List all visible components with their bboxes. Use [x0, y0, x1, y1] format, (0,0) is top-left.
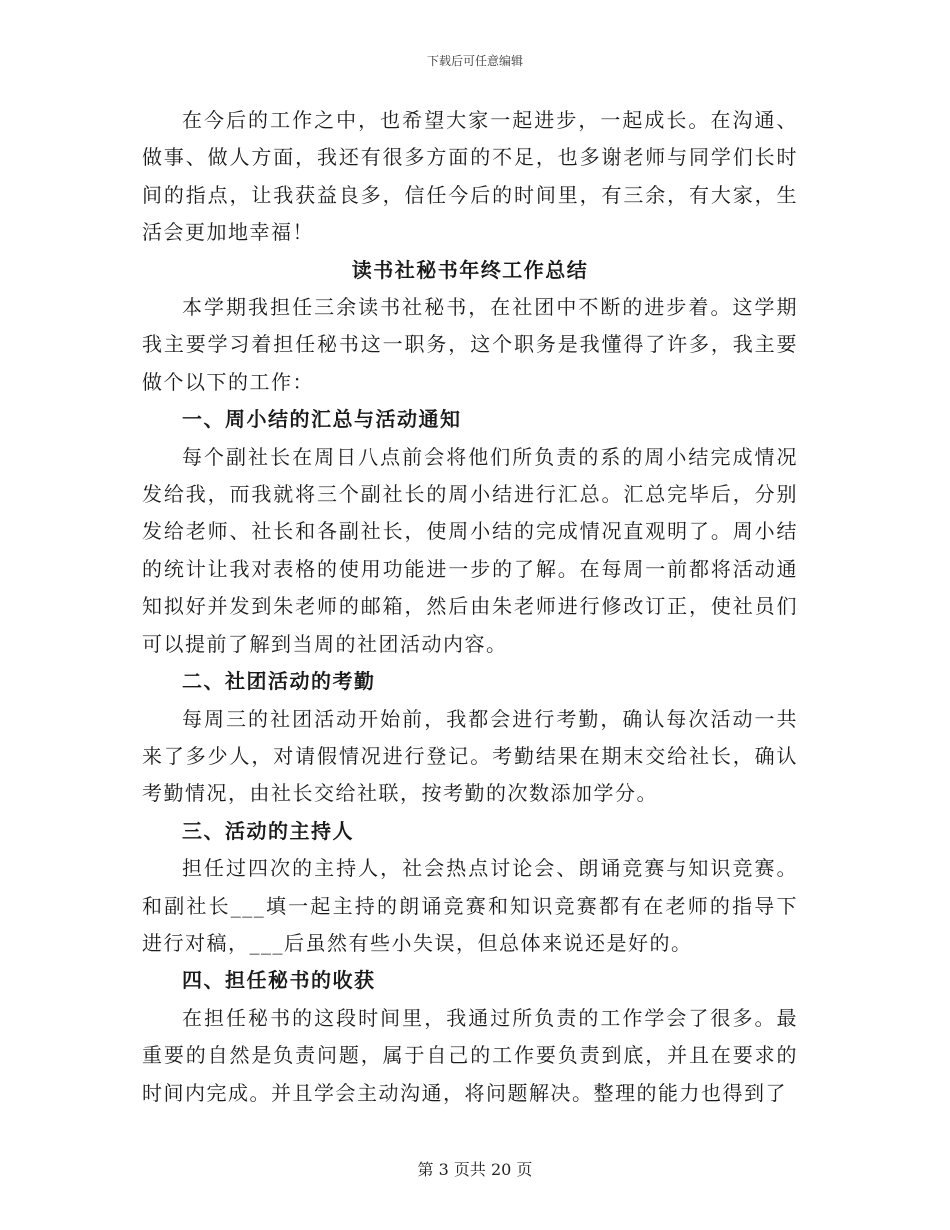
heading-attendance: 二、社团活动的考勤: [182, 669, 376, 694]
heading-host: 三、活动的主持人: [182, 818, 354, 843]
page-number: 第 3 页共 20 页: [417, 1160, 533, 1179]
section-title: 读书社秘书年终工作总结: [351, 257, 589, 282]
paragraph-host: 担任过四次的主持人，社会热点讨论会、朗诵竞赛与知识竞赛。和副社长___填一起主持的朗诵竞赛和知识竞赛都有在老师的指导下进行对稿，___后虽然有些小失误，但总体来说还是好的。: [142, 856, 798, 955]
heading-gains: 四、担任秘书的收获: [182, 968, 376, 993]
paragraph-attendance: 每周三的社团活动开始前，我都会进行考勤，确认每次活动一共来了多少人，对请假情况进行登记。考勤结果在期末交给社长，确认考勤情况，由社长交给社联，按考勤的次数添加学分。: [142, 706, 798, 806]
paragraph-gains: 在担任秘书的这段时间里，我通过所负责的工作学会了很多。最重要的自然是负责问题，属于自己的工作要负责到底，并且在要求的时间内完成。并且学会主动沟通，将问题解决。整理的能力也得到了: [142, 1005, 798, 1105]
heading-weekly-summary: 一、周小结的汇总与活动通知: [182, 407, 462, 432]
paragraph-intro: 本学期我担任三余读书社秘书，在社团中不断的进步着。这学期我主要学习着担任秘书这一职务，这个职务是我懂得了许多，我主要做个以下的工作：: [142, 295, 798, 394]
header-note: 下载后可任意编辑: [426, 54, 523, 68]
document-body: [142, 102, 798, 1112]
paragraph-closing-remarks: 在今后的工作之中，也希望大家一起进步，一起成长。在沟通、做事、做人方面，我还有很多方面的不足，也多谢老师与同学们长时间的指点，让我获益良多，信任今后的时间里，有三余，有大家，生活会更加地幸福！: [142, 108, 798, 245]
paragraph-weekly-summary: 每个副社长在周日八点前会将他们所负责的系的周小结完成情况发给我，而我就将三个副社长的周小结进行汇总。汇总完毕后，分别发给老师、社长和各副社长，使周小结的完成情况直观明了。周小结的统计让我对表格的使用功能进一步的了解。在每周一前都将活动通知拟好并发到朱老师的邮箱，然后由朱老师进行修改订正，使社员们可以提前了解到当周的社团活动内容。: [142, 444, 798, 656]
